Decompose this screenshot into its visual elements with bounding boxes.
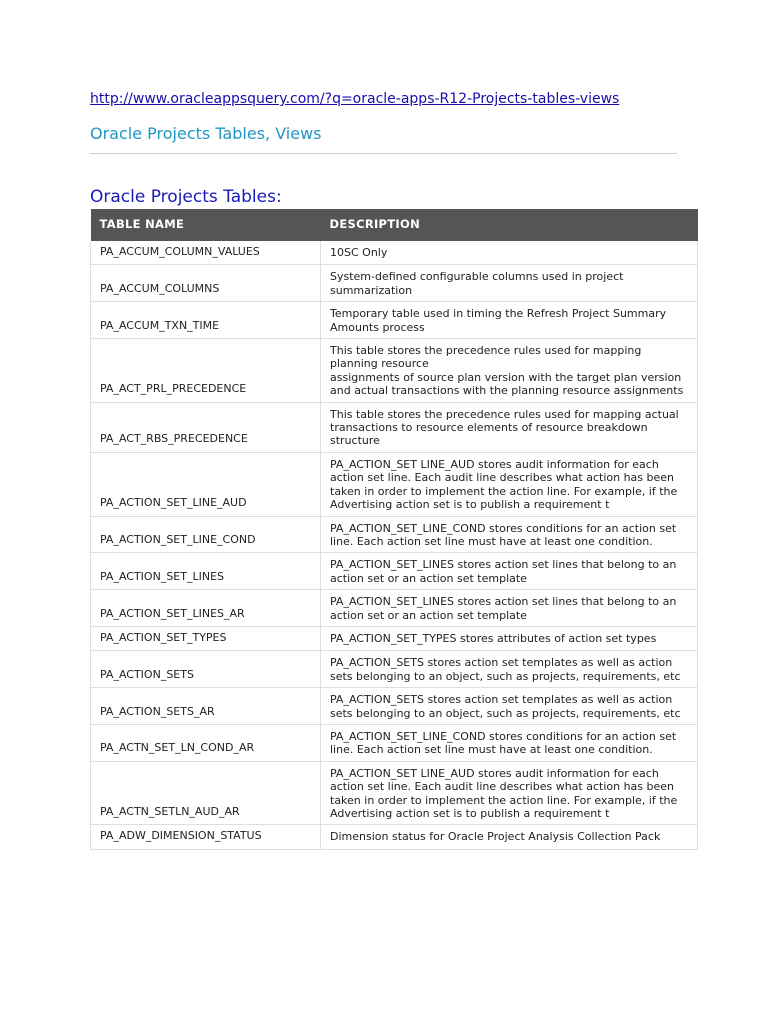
table-name-cell: PA_ACCUM_TXN_TIME <box>91 302 321 339</box>
description-cell: Dimension status for Oracle Project Analysis Collection Pack <box>321 825 698 849</box>
table-name-cell: PA_ADW_DIMENSION_STATUS <box>91 825 321 849</box>
description-cell: PA_ACTION_SET_LINE_COND stores conditions for an action set line. Each action set line must have at least one condition. <box>321 516 698 553</box>
table-row <box>91 265 698 302</box>
table-row <box>91 339 698 403</box>
table-row <box>91 688 698 725</box>
page-subtitle: Oracle Projects Tables, Views <box>90 124 322 143</box>
source-url-link[interactable]: http://www.oracleappsquery.com/?q=oracle-apps-R12-Projects-tables-views <box>90 91 620 107</box>
column-header-table-name: TABLE NAME <box>91 209 321 241</box>
table-row <box>91 651 698 688</box>
table-row <box>91 761 698 825</box>
description-cell: 10SC Only <box>321 241 698 265</box>
table-name-cell: PA_ACCUM_COLUMNS <box>91 265 321 302</box>
description-cell: This table stores the precedence rules used for mapping planning resource assignments of source plan version with the target plan version and actual transactions with the planning resource assignments <box>321 339 698 403</box>
table-name-cell: PA_ACTN_SETLN_AUD_AR <box>91 761 321 825</box>
table-row <box>91 241 698 265</box>
description-cell: PA_ACTION_SET_LINE_COND stores conditions for an action set line. Each action set line must have at least one condition. <box>321 724 698 761</box>
table-row <box>91 825 698 849</box>
divider <box>90 153 677 154</box>
table-name-cell: PA_ACTION_SET_LINES_AR <box>91 590 321 627</box>
section-heading: Oracle Projects Tables: <box>90 187 282 207</box>
description-cell: Temporary table used in timing the Refresh Project Summary Amounts process <box>321 302 698 339</box>
description-cell: PA_ACTION_SETS stores action set templates as well as action sets belonging to an object, such as projects, requirements, etc <box>321 688 698 725</box>
tables-list <box>90 209 698 850</box>
table-name-cell: PA_ACTN_SET_LN_COND_AR <box>91 724 321 761</box>
table-row <box>91 626 698 650</box>
table-row <box>91 724 698 761</box>
description-cell: System-defined configurable columns used in project summarization <box>321 265 698 302</box>
table-name-cell: PA_ACTION_SETS_AR <box>91 688 321 725</box>
description-cell: This table stores the precedence rules used for mapping actual transactions to resource elements of resource breakdown structure <box>321 402 698 452</box>
description-cell: PA_ACTION_SET LINE_AUD stores audit information for each action set line. Each audit line describes what action has been taken in order to implement the action line. For example, if the Advertising action set is to publish a requirement t <box>321 761 698 825</box>
table-row <box>91 452 698 516</box>
description-cell: PA_ACTION_SET_LINES stores action set lines that belong to an action set or an action set template <box>321 590 698 627</box>
table-name-cell: PA_ACT_PRL_PRECEDENCE <box>91 339 321 403</box>
table-name-cell: PA_ACT_RBS_PRECEDENCE <box>91 402 321 452</box>
description-cell: PA_ACTION_SETS stores action set templates as well as action sets belonging to an object, such as projects, requirements, etc <box>321 651 698 688</box>
table-row <box>91 553 698 590</box>
table-name-cell: PA_ACTION_SET_LINES <box>91 553 321 590</box>
table-name-cell: PA_ACCUM_COLUMN_VALUES <box>91 241 321 265</box>
table-row <box>91 590 698 627</box>
table-row <box>91 402 698 452</box>
description-cell: PA_ACTION_SET LINE_AUD stores audit information for each action set line. Each audit line describes what action has been taken in order to implement the action line. For example, if the Advertising action set is to publish a requirement t <box>321 452 698 516</box>
table-header-row <box>91 209 698 241</box>
table-name-cell: PA_ACTION_SET_TYPES <box>91 626 321 650</box>
table-name-cell: PA_ACTION_SETS <box>91 651 321 688</box>
description-cell: PA_ACTION_SET_LINES stores action set lines that belong to an action set or an action set template <box>321 553 698 590</box>
column-header-description: DESCRIPTION <box>321 209 698 241</box>
table-row <box>91 516 698 553</box>
table-row <box>91 302 698 339</box>
table-name-cell: PA_ACTION_SET_LINE_COND <box>91 516 321 553</box>
description-cell: PA_ACTION_SET_TYPES stores attributes of action set types <box>321 626 698 650</box>
table-name-cell: PA_ACTION_SET_LINE_AUD <box>91 452 321 516</box>
